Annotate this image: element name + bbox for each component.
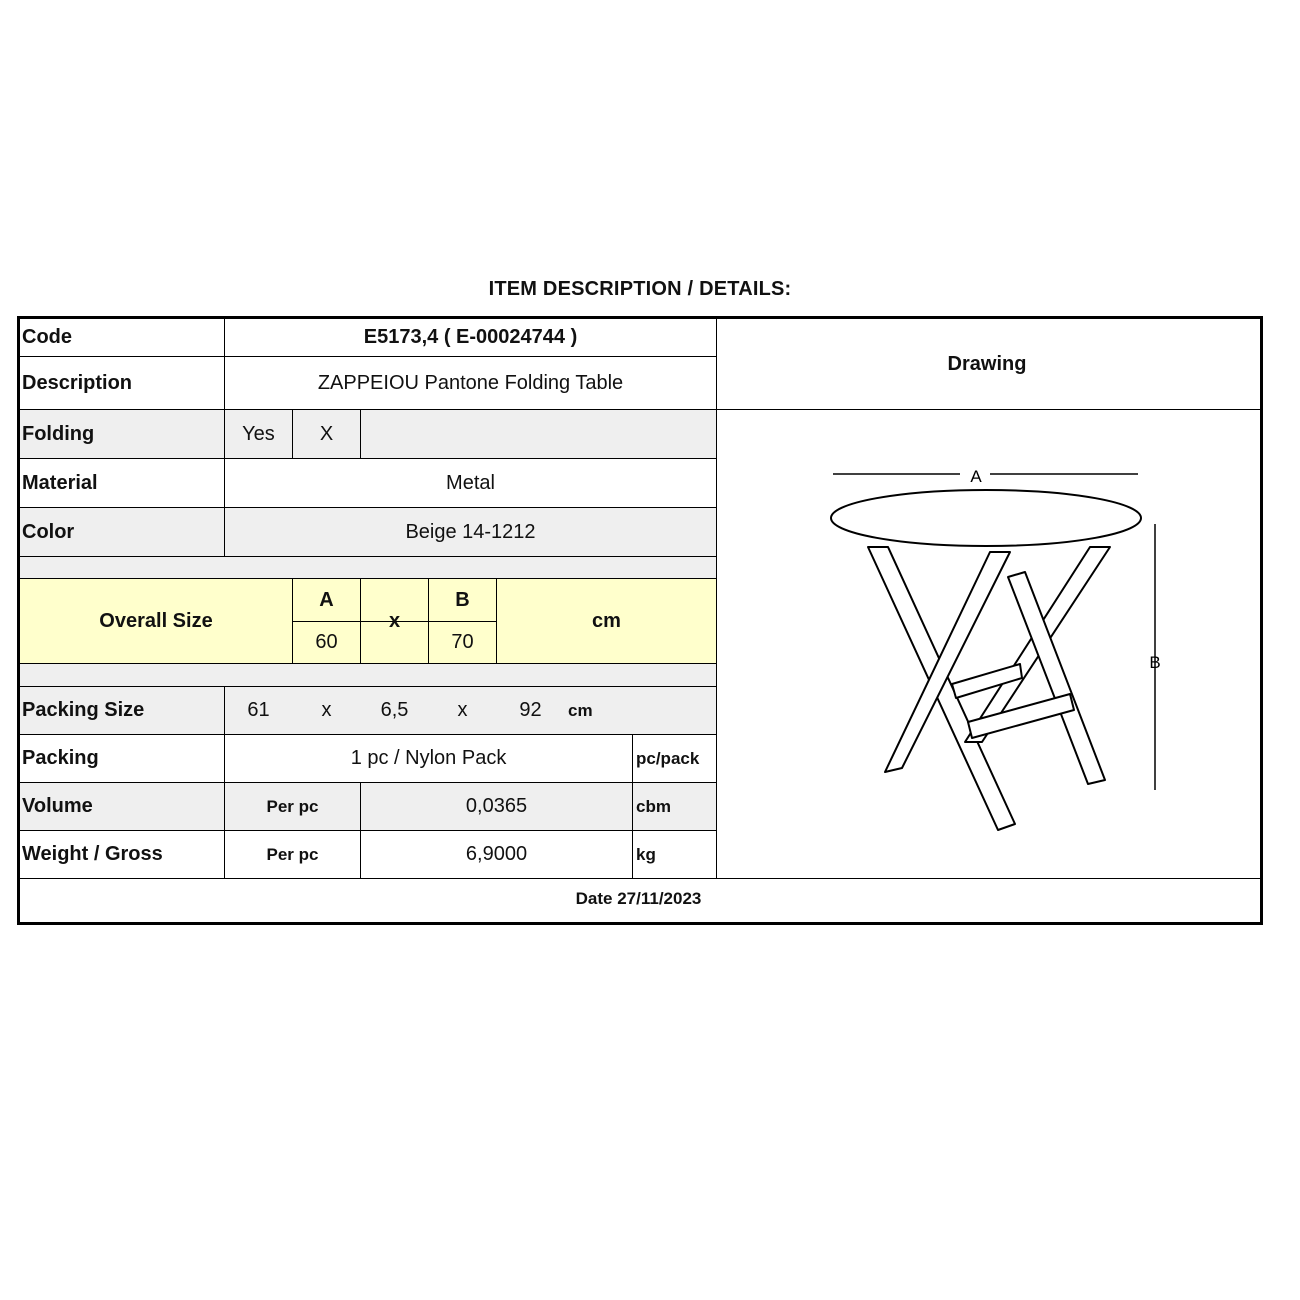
packing-size-x2: x <box>457 699 468 721</box>
dimension-b-label: B <box>1149 653 1161 672</box>
volume-label: Volume <box>22 795 93 817</box>
packing-unit: pc/pack <box>636 748 700 768</box>
drawing-header: Drawing <box>947 352 1027 375</box>
weight-per: Per pc <box>266 844 319 864</box>
packing-value: 1 pc / Nylon Pack <box>350 747 507 769</box>
packing-size-d3: 92 <box>519 699 542 721</box>
material-label: Material <box>22 471 98 494</box>
weight-label: Weight / Gross <box>22 843 163 865</box>
volume-per: Per pc <box>266 796 319 816</box>
folding-label: Folding <box>22 422 95 445</box>
weight-unit: kg <box>636 844 656 864</box>
weight-value: 6,9000 <box>465 843 528 865</box>
volume-value: 0,0365 <box>465 795 528 817</box>
description-label: Description <box>22 371 133 394</box>
table-legs <box>868 547 1110 830</box>
rule <box>632 735 633 879</box>
description-value: ZAPPEIOU Pantone Folding Table <box>317 371 624 394</box>
table-drawing <box>720 412 1257 878</box>
overall-size-a-value: 60 <box>315 631 338 653</box>
code-value: E5173,4 ( E-00024744 ) <box>363 326 578 348</box>
color-label: Color <box>22 520 75 543</box>
dimension-a-label: A <box>970 467 982 486</box>
spacer-shade-2 <box>20 664 717 686</box>
overall-size-unit: cm <box>592 609 621 632</box>
page-title: ITEM DESCRIPTION / DETAILS: <box>488 278 792 300</box>
overall-size-times: x <box>388 609 401 632</box>
rule <box>20 556 717 557</box>
folding-yes: Yes <box>242 422 275 445</box>
overall-size-b-header: B <box>455 588 470 611</box>
folding-mark: X <box>319 422 334 445</box>
footer-date: Date 27/11/2023 <box>575 889 702 908</box>
volume-unit: cbm <box>636 796 671 816</box>
packing-size-d2: 6,5 <box>380 699 409 721</box>
rule <box>360 410 361 458</box>
material-value: Metal <box>446 471 495 494</box>
overall-size-label: Overall Size <box>99 609 213 632</box>
packing-label: Packing <box>22 747 99 769</box>
table-top <box>831 490 1141 546</box>
packing-size-unit: cm <box>568 700 593 720</box>
code-label: Code <box>22 326 72 348</box>
overall-size-a-header: A <box>319 588 334 611</box>
packing-size-label: Packing Size <box>22 699 145 721</box>
color-value: Beige 14-1212 <box>405 520 536 543</box>
rule <box>20 663 717 664</box>
packing-size-d1: 61 <box>247 699 270 721</box>
overall-size-b-value: 70 <box>451 631 474 653</box>
spacer-shade-1 <box>20 557 717 578</box>
packing-size-x1: x <box>321 699 332 721</box>
